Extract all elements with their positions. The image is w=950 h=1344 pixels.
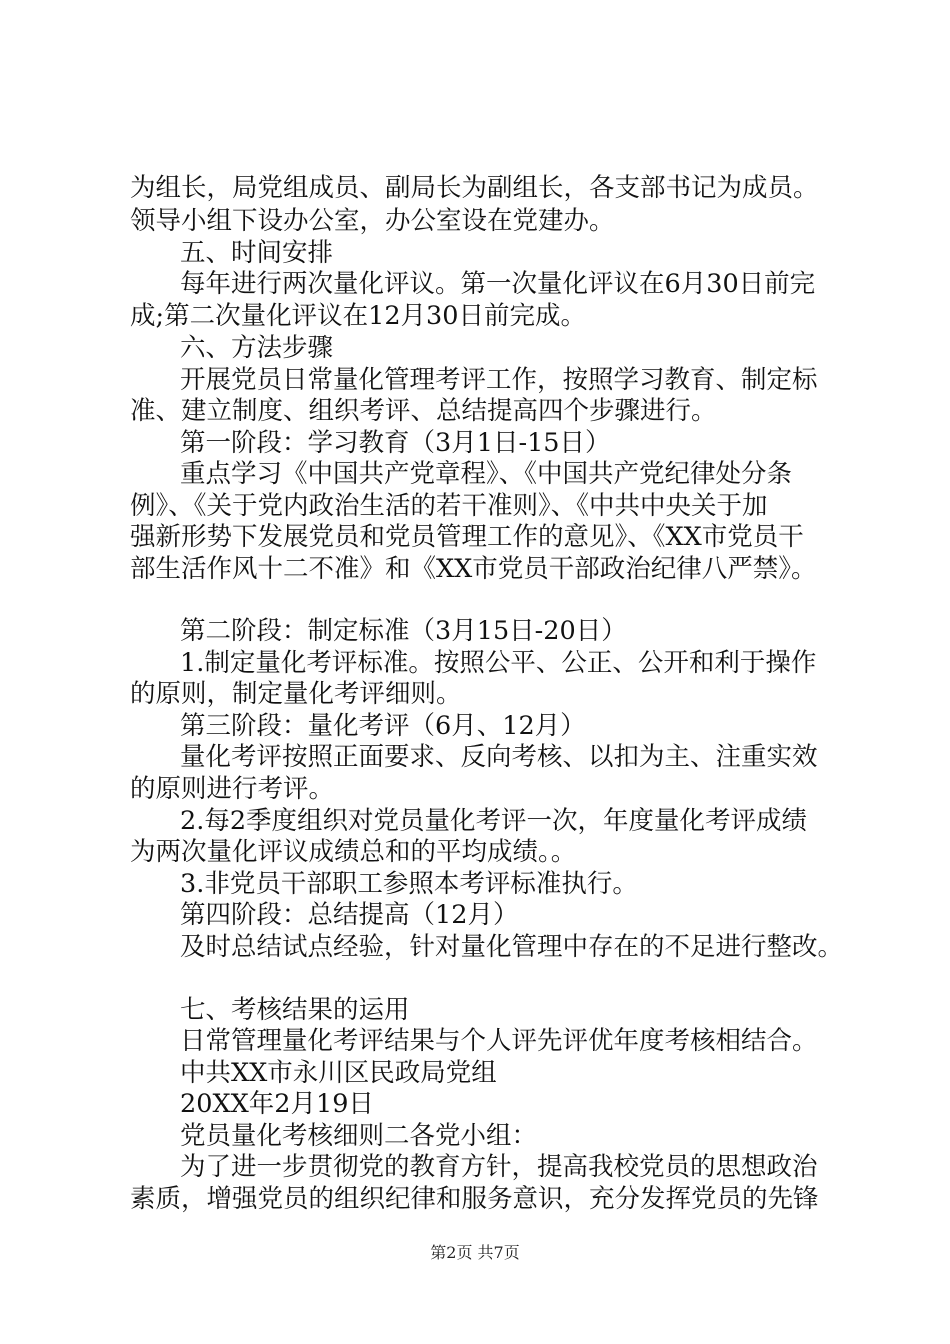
section-heading: 六、方法步骤	[180, 333, 334, 363]
text-line: 1.制定量化考评标准。按照公平、公正、公开和利于操作	[180, 648, 817, 678]
document-subtitle: 党员量化考核细则二各党小组：	[180, 1121, 538, 1151]
text-line: 3.非党员干部职工参照本考评标准执行。	[180, 869, 638, 899]
text-line: 及时总结试点经验，针对量化管理中存在的不足进行整改。	[180, 932, 844, 962]
signature-date: 20XX年2月19日	[180, 1089, 374, 1119]
text-line: 量化考评按照正面要求、反向考核、以扣为主、注重实效	[180, 742, 818, 772]
text-line: 准、建立制度、组织考评、总结提高四个步骤进行。	[130, 396, 717, 426]
text-line: 素质，增强党员的组织纪律和服务意识，充分发挥党员的先锋	[130, 1184, 819, 1214]
text-line: 成;第二次量化评议在12月30日前完成。	[130, 301, 586, 331]
page-footer: 第2页 共7页	[430, 1243, 520, 1262]
text-line: 重点学习《中国共产党章程》、《中国共产党纪律处分条	[180, 459, 793, 489]
text-line: 部生活作风十二不准》和《XX市党员干部政治纪律八严禁》。	[130, 554, 817, 584]
stage-heading: 第四阶段：总结提高（12月）	[180, 900, 519, 930]
text-line: 为了进一步贯彻党的教育方针，提高我校党员的思想政治	[180, 1152, 818, 1182]
text-line: 领导小组下设办公室，办公室设在党建办。	[130, 206, 615, 236]
stage-heading: 第三阶段：量化考评（6月、12月）	[180, 711, 586, 741]
signature-organization: 中共XX市永川区民政局党组	[180, 1058, 497, 1088]
text-line: 例》、《关于党内政治生活的若干准则》、《中共中央关于加	[130, 491, 768, 521]
text-line: 的原则，制定量化考评细则。	[130, 679, 462, 709]
stage-heading: 第二阶段：制定标准（3月15日-20日）	[180, 616, 627, 646]
text-line: 强新形势下发展党员和党员管理工作的意见》、《XX市党员干	[130, 522, 804, 552]
text-line: 2.每2季度组织对党员量化考评一次，年度量化考评成绩	[180, 806, 808, 836]
text-line: 每年进行两次量化评议。第一次量化评议在6月30日前完	[180, 269, 816, 299]
text-line: 日常管理量化考评结果与个人评先评优年度考核相结合。	[180, 1026, 818, 1056]
section-heading: 七、考核结果的运用	[180, 995, 410, 1025]
text-line: 为两次量化评议成绩总和的平均成绩。。	[130, 837, 577, 867]
text-line: 为组长，局党组成员、副局长为副组长，各支部书记为成员。	[130, 173, 819, 203]
section-heading: 五、时间安排	[180, 238, 334, 268]
stage-heading: 第一阶段：学习教育（3月1日-15日）	[180, 428, 611, 458]
text-line: 的原则进行考评。	[130, 774, 335, 804]
text-line: 开展党员日常量化管理考评工作，按照学习教育、制定标	[180, 365, 818, 395]
